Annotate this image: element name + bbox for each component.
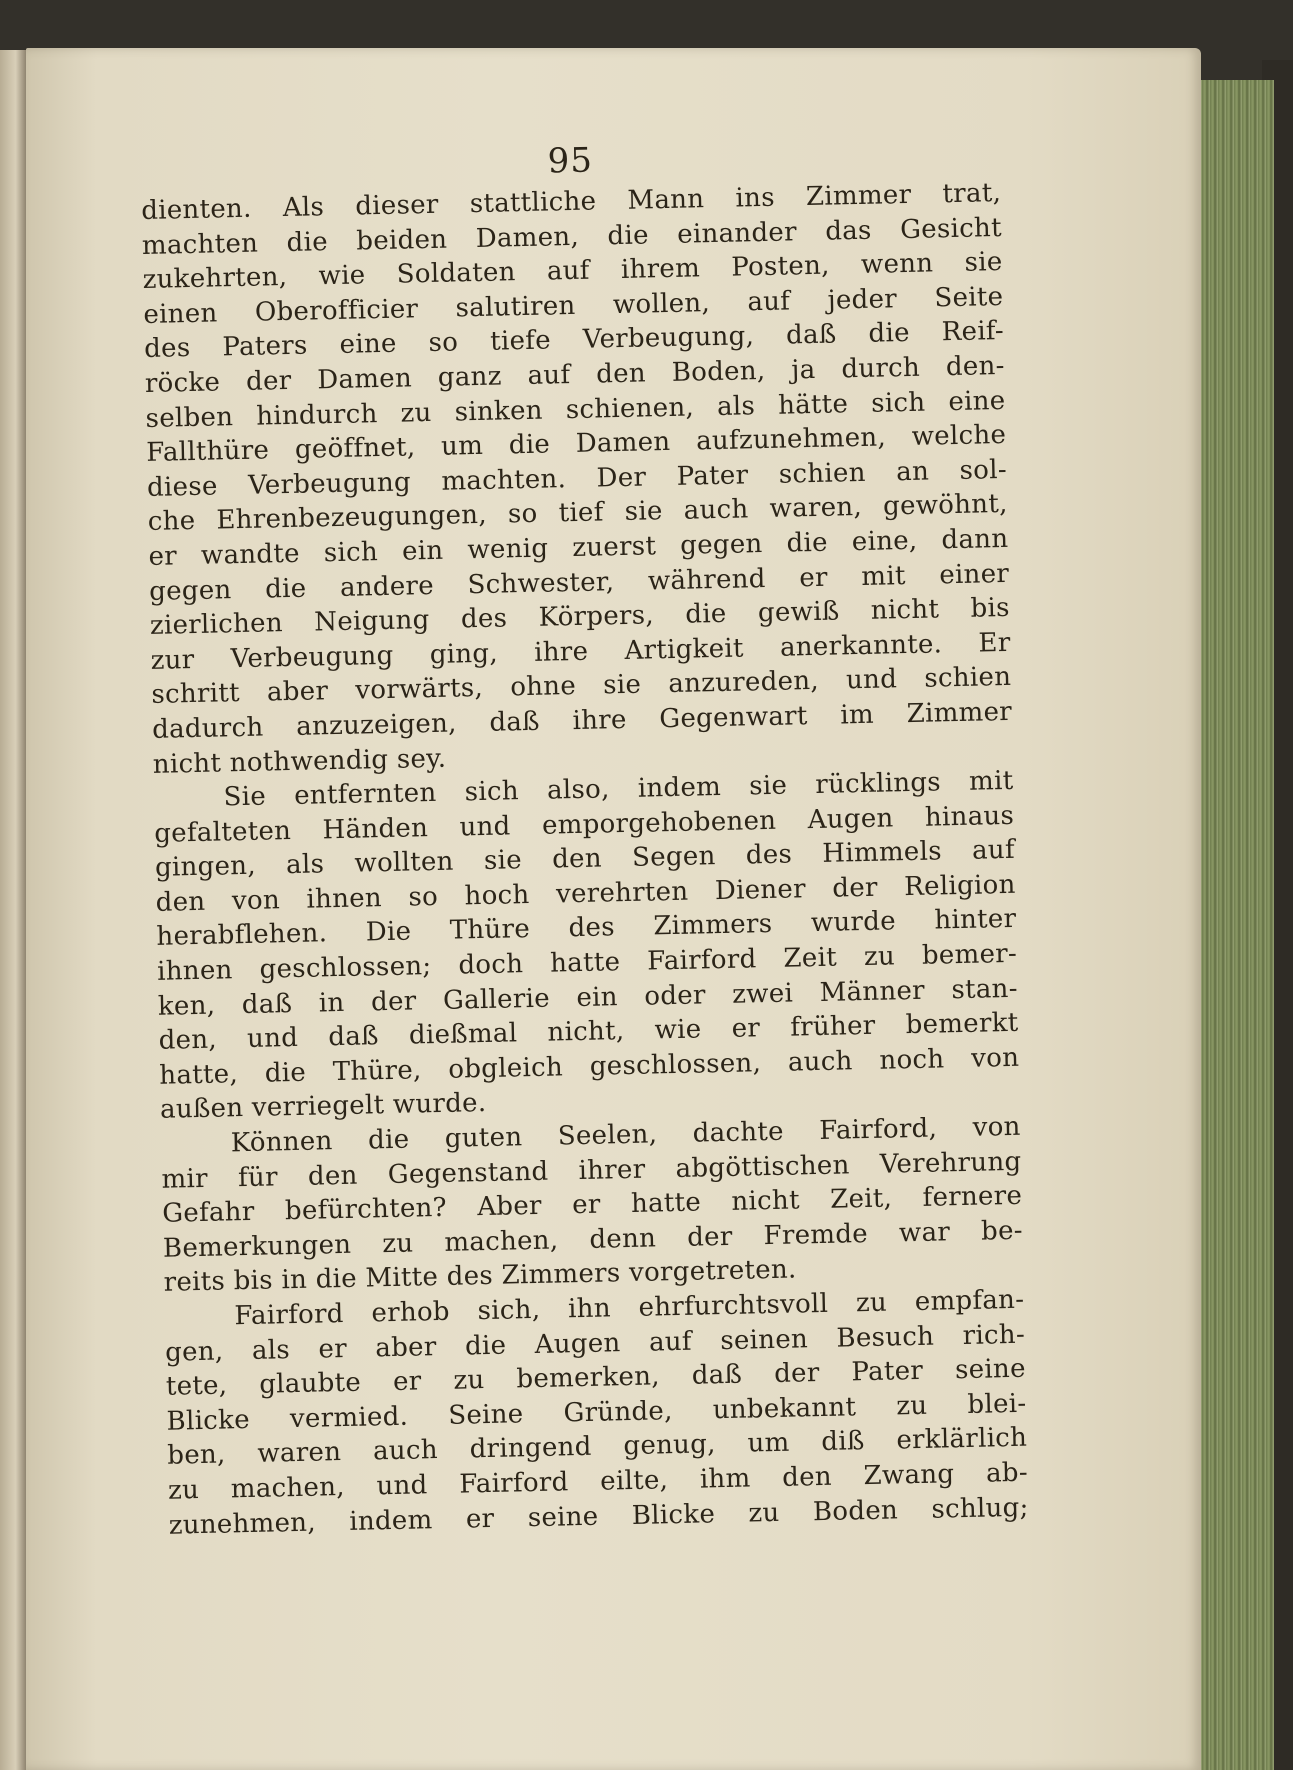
text-line: Sie entfernten sich also, indem sie rücklings mit: [223, 765, 1014, 813]
text-line: ken, daß in der Gallerie ein oder zwei Männer stan-: [157, 973, 1019, 1022]
text-line: zunehmen, indem er seine Blicke zu Boden schlug;: [168, 1492, 1029, 1541]
text-line: reits bis in die Mitte des Zimmers vorgetreten.: [163, 1254, 797, 1299]
text-line: ihnen geschlossen; doch hatte Fairford Zeit zu bemer-: [156, 938, 1018, 987]
text-line: selben hindurch zu sinken schienen, als hätte sich eine: [145, 385, 1006, 434]
text-line: er wandte sich ein wenig zuerst gegen die eine, dann: [148, 523, 1009, 572]
text-line: dienten. Als dieser stattliche Mann ins Zimmer trat,: [140, 177, 1002, 226]
text-line: den, und daß dießmal nicht, wie er früher bemerkt: [158, 1008, 1019, 1057]
text-line: Blicke vermied. Seine Gründe, unbekannt zu blei-: [166, 1388, 1027, 1437]
text-line: nicht nothwendig sey.: [152, 743, 447, 780]
text-line: gingen, als wollten sie den Segen des Himmels auf: [154, 835, 1016, 884]
text-line: tete, glaubte er zu bemerken, daß der Pater seine: [165, 1353, 1027, 1402]
text-lines: [141, 176, 1029, 1543]
text-line: Können die guten Seelen, dachte Fairford, von: [230, 1111, 1021, 1159]
text-line: außen verriegelt wurde.: [159, 1088, 487, 1126]
text-line: Bemerkungen zu machen, denn der Fremde war be-: [162, 1215, 1024, 1264]
text-line: machten die beiden Damen, die einander das Gesicht: [141, 212, 1003, 261]
text-line: Fairford erhob sich, ihn ehrfurchtsvoll zu empfan-: [234, 1284, 1025, 1332]
text-line: den von ihnen so hoch verehrten Diener der Religion: [155, 869, 1016, 918]
text-line: dadurch anzuzeigen, daß ihre Gegenwart im Zimmer: [151, 696, 1013, 745]
text-line: zu machen, und Fairford eilte, ihm den Zwang ab-: [167, 1457, 1029, 1506]
text-line: diese Verbeugung machten. Der Pater schien an sol-: [146, 454, 1008, 503]
text-line: Gefahr befürchten? Aber er hatte nicht Zeit, fernere: [161, 1180, 1023, 1229]
text-line: gefalteten Händen und emporgehobenen Augen hinaus: [154, 800, 1015, 849]
text-line: Fallthüre geöffnet, um die Damen aufzunehmen, welche: [146, 420, 1007, 469]
page-text-block: [140, 132, 1029, 1543]
text-line: röcke der Damen ganz auf den Boden, ja durch den-: [144, 350, 1006, 399]
text-line: gen, als er aber die Augen auf seinen Besuch rich-: [164, 1319, 1026, 1368]
text-line: hatte, die Thüre, obgleich geschlossen, auch noch von: [159, 1042, 1020, 1091]
page-stack-edge: [1190, 80, 1274, 1770]
facing-page-edge: [0, 50, 26, 1770]
text-line: einen Oberofficier salutiren wollen, auf jeder Seite: [143, 281, 1004, 330]
text-line: che Ehrenbezeugungen, so tief sie auch waren, gewöhnt,: [147, 489, 1008, 538]
text-line: gegen die andere Schwester, während er mit einer: [148, 558, 1010, 607]
page-number: 95: [547, 140, 594, 182]
text-line: ben, waren auch dringend genug, um diß erklärlich: [167, 1423, 1028, 1472]
text-line: zukehrten, wie Soldaten auf ihrem Posten, wenn sie: [142, 247, 1003, 296]
text-line: schritt aber vorwärts, ohne sie anzureden, und schien: [151, 662, 1012, 711]
text-line: zur Verbeugung ging, ihre Artigkeit anerkannte. Er: [150, 627, 1011, 676]
text-line: mir für den Gegenstand ihrer abgöttischen Verehrung: [161, 1146, 1022, 1195]
text-line: herabflehen. Die Thüre des Zimmers wurde hinter: [156, 904, 1017, 953]
text-line: des Paters eine so tiefe Verbeugung, daß die Reif-: [143, 316, 1005, 365]
text-line: zierlichen Neigung des Körpers, die gewiß nicht bis: [149, 593, 1011, 642]
